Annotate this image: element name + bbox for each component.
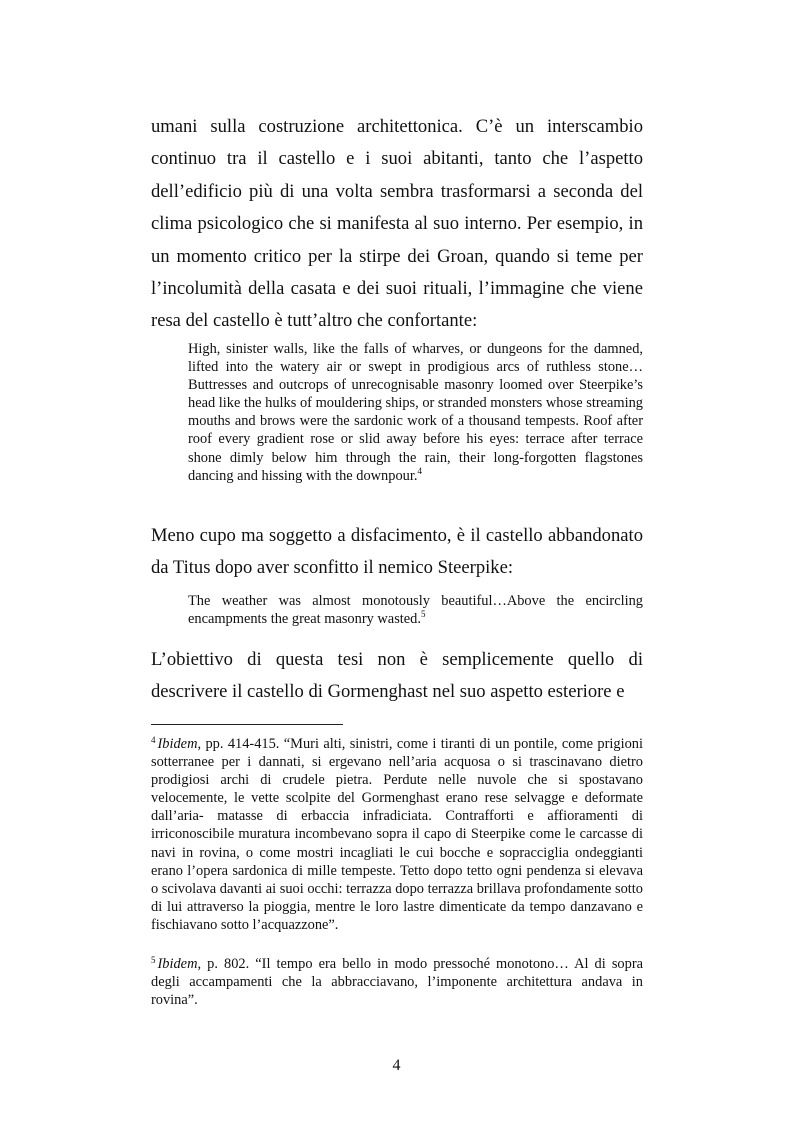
block-quote-2 [188, 592, 643, 628]
footnote-4-text: , pp. 414-415. “Muri alti, sinistri, come i tiranti di un pontile, come prigioni sotterranee per i dannati, si ergevano nell’aria acquosa o si trascinavano dietro prodigiosi archi di crudele pietra. Perdute nelle nuvole che si spostavano velocemente, le vette scolpite del Gormenghast erano rese selvagge e deformate dall’aria- matasse di erbaccia infradiciata. Contrafforti e affioramenti di irriconoscibile muratura incombevano sopra il capo di Steerpike come le carcasse di navi in rovina, o come mostri incagliati le cui bocche e sopracciglia ondeggianti erano l’opera sardonica di mille tempeste. Tetto dopo tetto ogni pendenza si elevava o scivolava davanti ai suoi occhi: terrazza dopo terrazza brillava profondamente sotto di lui attraverso la pioggia, mentre le loro lastre dimenticate da tempo danzavano e fischiavano sotto l’acquazzone”. [151, 736, 643, 933]
footnote-5-source: Ibidem [157, 956, 198, 972]
footnote-ref-5: 5 [420, 609, 426, 620]
block-quote-2-text: The weather was almost monotously beautiful…Above the encircling encampments the great masonry wasted. [188, 593, 643, 628]
footnote-5-text: , p. 802. “Il tempo era bello in modo pressoché monotono… Al di sopra degli accampamenti che la abbracciavano, l’imponente architettura andava in rovina”. [151, 956, 643, 1009]
footnote-4-number: 4 [151, 735, 156, 745]
footnote-5-number: 5 [151, 955, 156, 965]
block-quote-1 [188, 340, 643, 485]
page-number: 4 [392, 1057, 401, 1074]
block-quote-1-text: High, sinister walls, like the falls of wharves, or dungeons for the damned, lifted into the watery air or swept in prodigious arcs of ruthless stone…Buttresses and outcrops of unrecognisable masonry loomed over Steerpike’s head like the hulks of mouldering ships, or stranded monsters whose streaming mouths and brows were the sardonic work of a thousand tempests. Roof after roof every gradient rose or slid away before his eyes: terrace after terrace shone dimly below him through the rain, their long-forgotten flagstones dancing and hissing with the downpour. [188, 341, 643, 484]
footnote-4-source: Ibidem [157, 736, 198, 752]
body-paragraph-3: L’obiettivo di questa tesi non è semplicemente quello di descrivere il castello di Gormenghast nel suo aspetto esteriore e [151, 649, 643, 703]
footnote-ref-4: 4 [417, 465, 422, 476]
footnote-4 [151, 735, 643, 934]
body-paragraph-1: umani sulla costruzione architettonica. C’è un interscambio continuo tra il castello e i suoi abitanti, tanto che l’aspetto dell’edificio più di una volta sembra trasformarsi a seconda del clima psicologico che si manifesta al suo interno. Per esempio, in un momento critico per la stirpe dei Groan, quando si teme per l’incolumità della casata e dei suoi rituali, l’immagine che viene resa del castello è tutt’altro che confortante: [151, 116, 643, 332]
body-paragraph-2: Meno cupo ma soggetto a disfacimento, è il castello abbandonato da Titus dopo aver sconfitto il nemico Steerpike: [151, 525, 643, 579]
footnote-5 [151, 955, 643, 1009]
footnote-separator [151, 724, 343, 725]
